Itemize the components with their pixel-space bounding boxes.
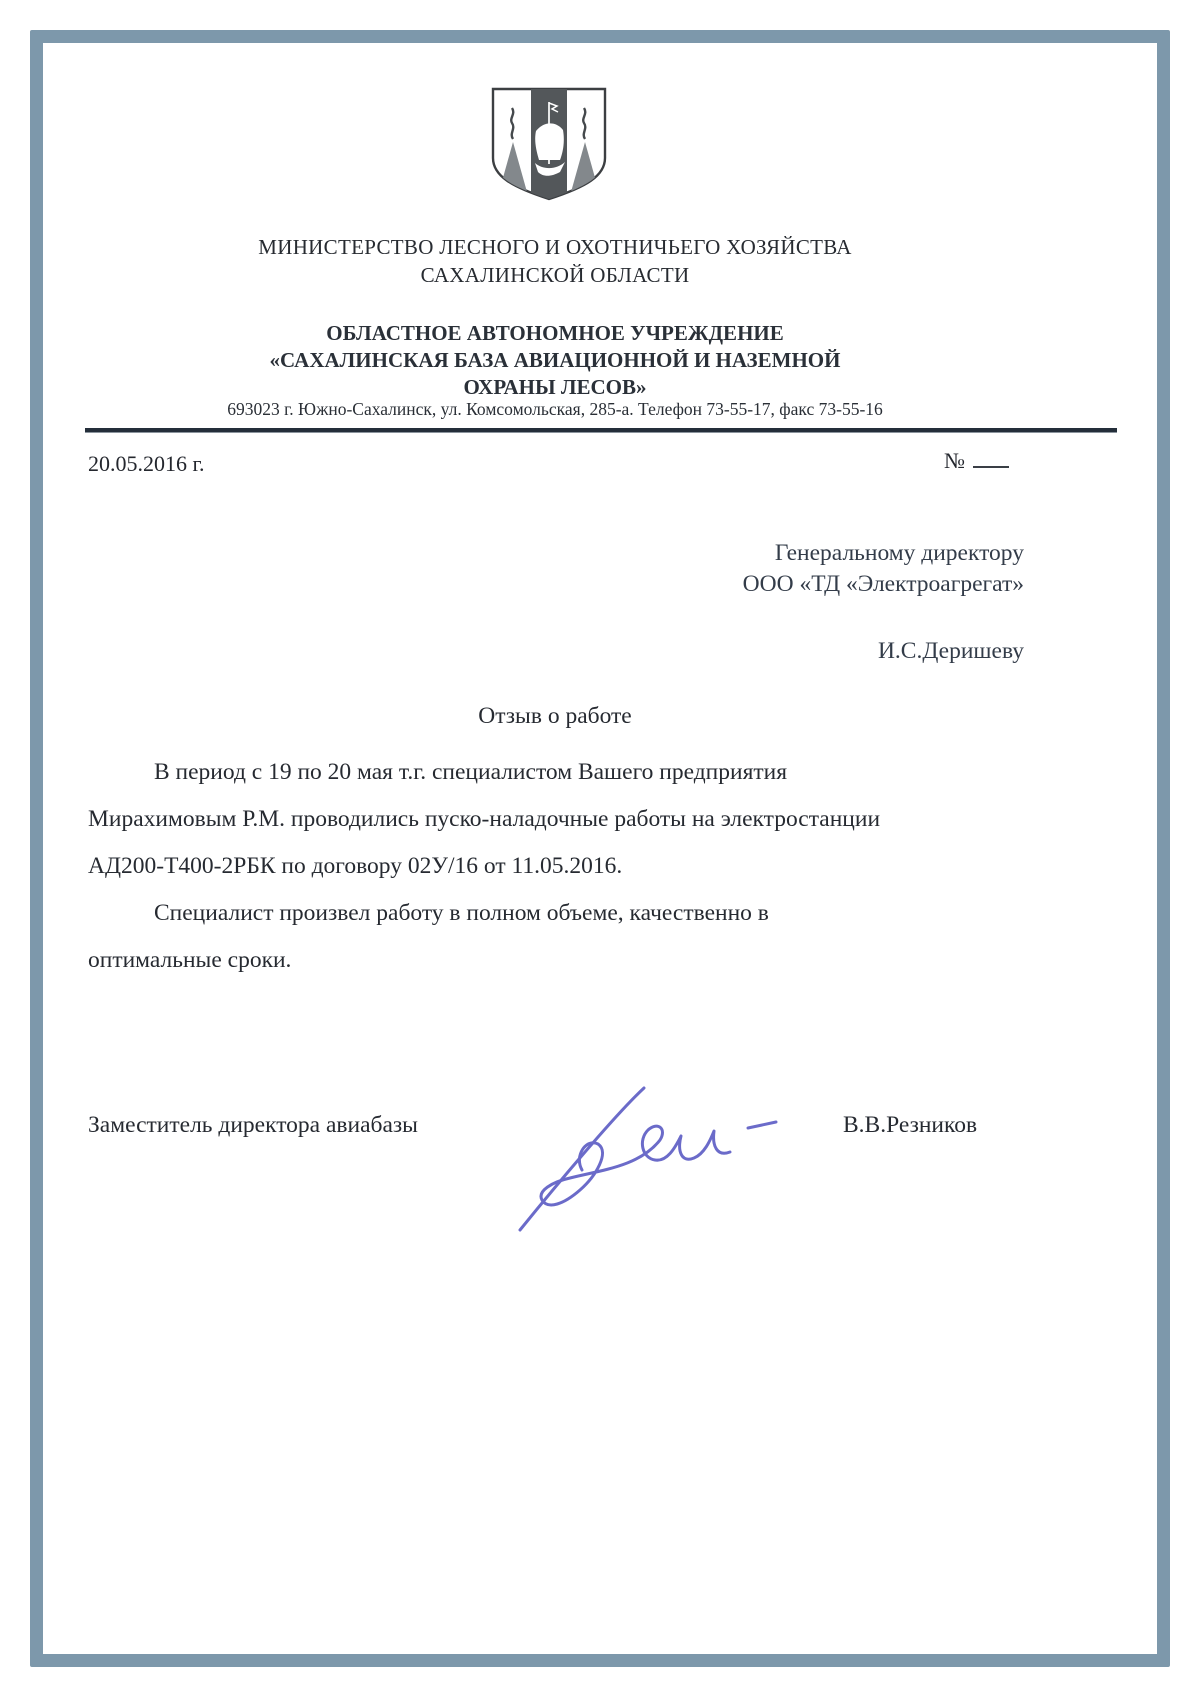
coat-of-arms-icon bbox=[486, 84, 612, 206]
letter-date: 20.05.2016 г. bbox=[88, 451, 205, 476]
body-p1-line2: Мирахимовым Р.М. проводились пуско-наладочные работы на электростанции bbox=[88, 806, 881, 832]
org-line-2: «САХАЛИНСКАЯ БАЗА АВИАЦИОННОЙ И НАЗЕМНОЙ bbox=[269, 348, 841, 372]
org-line-3: ОХРАНЫ ЛЕСОВ» bbox=[463, 375, 647, 399]
addressee-block bbox=[743, 538, 1024, 600]
org-address: 693023 г. Южно-Сахалинск, ул. Комсомольская, 285-а. Телефон 73-55-17, факс 73-55-16 bbox=[227, 399, 883, 419]
ministry-line-2: САХАЛИНСКОЙ ОБЛАСТИ bbox=[420, 263, 690, 287]
letter-body bbox=[88, 749, 1038, 984]
handwritten-signature bbox=[492, 1078, 792, 1243]
organization-name bbox=[85, 320, 1025, 401]
addressee-company: ООО «ТД «Электроагрегат» bbox=[742, 571, 1024, 597]
ministry-name bbox=[85, 233, 1025, 289]
signatory-name: В.В.Резников bbox=[843, 1112, 978, 1138]
ministry-line-1: МИНИСТЕРСТВО ЛЕСНОГО И ОХОТНИЧЬЕГО ХОЗЯЙСТВА bbox=[258, 235, 852, 259]
body-p1-line3: АД200-Т400-2РБК по договору 02У/16 от 11.05.2016. bbox=[88, 853, 623, 879]
signatory-position: Заместитель директора авиабазы bbox=[88, 1112, 418, 1138]
signature-ink-icon bbox=[492, 1078, 792, 1238]
letterhead-divider bbox=[85, 428, 1117, 433]
addressee-name: И.С.Деришеву bbox=[877, 638, 1024, 664]
coat-of-arms-sakhalin bbox=[486, 84, 612, 211]
number-label: № bbox=[944, 448, 965, 473]
letter-number bbox=[944, 448, 1009, 474]
addressee-title: Генеральному директору bbox=[774, 540, 1024, 566]
number-blank-line bbox=[973, 465, 1009, 468]
org-line-1: ОБЛАСТНОЕ АВТОНОМНОЕ УЧРЕЖДЕНИЕ bbox=[326, 321, 784, 345]
body-p2-line2: оптимальные сроки. bbox=[88, 947, 292, 973]
document-title: Отзыв о работе bbox=[478, 703, 632, 729]
body-p1-line1: В период с 19 по 20 мая т.г. специалистом Вашего предприятия bbox=[154, 759, 788, 785]
body-p2-line1: Специалист произвел работу в полном объеме, качественно в bbox=[154, 900, 769, 926]
